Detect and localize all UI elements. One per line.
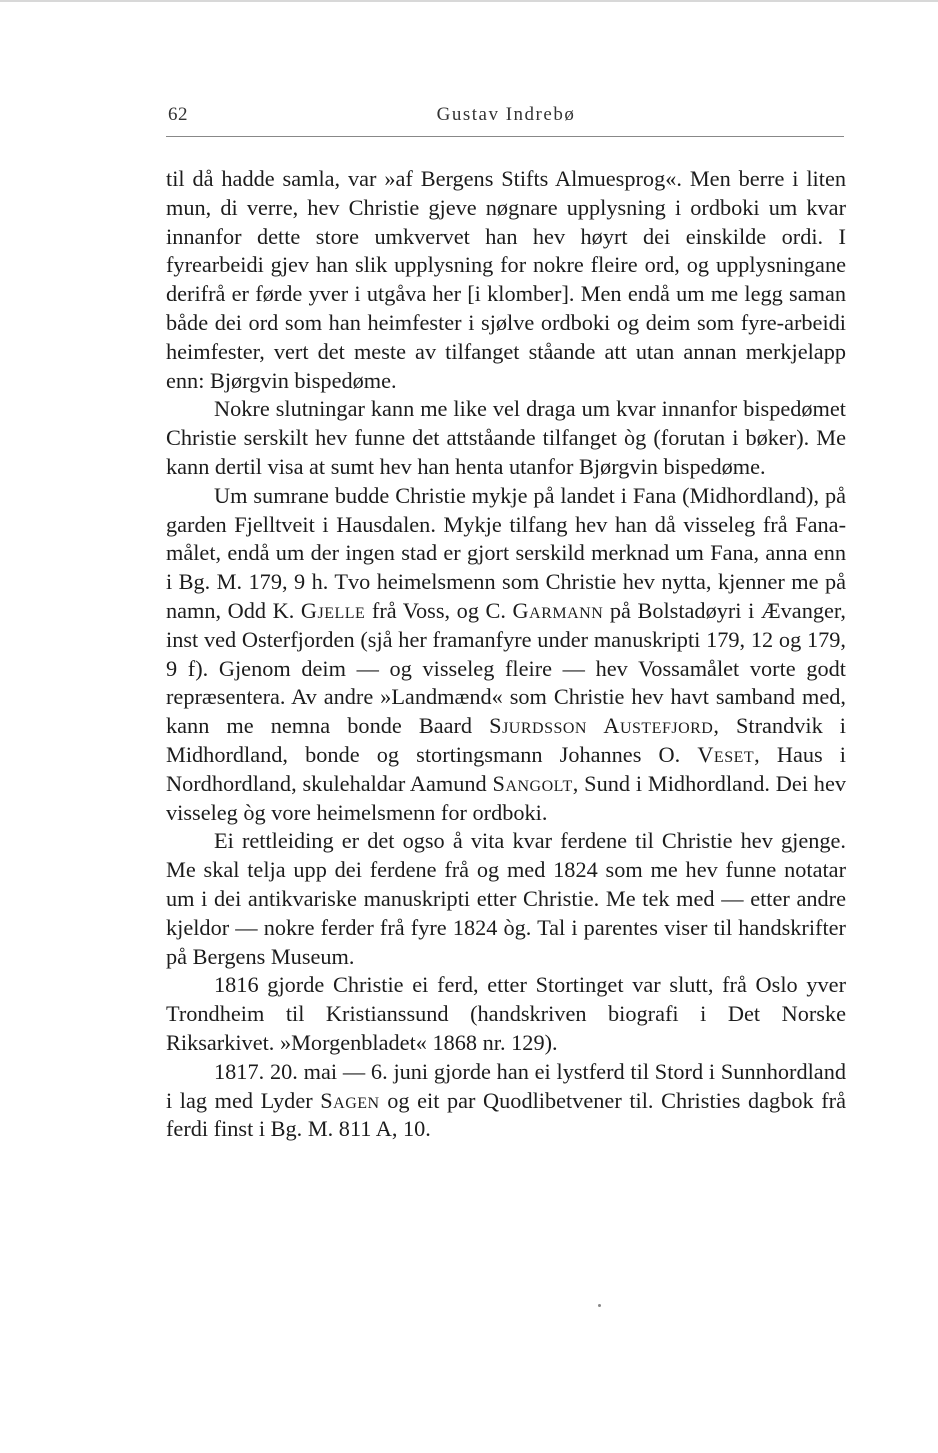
text-run: på Bolstadøyri i Ævanger, inst ved Osterfjorden (sjå her framanfyre under manuskripti 179, 12 og 179, 9 f). Gjenom deim — og visseleg fleire — hev Vossamålet vorte godt repræsentera. Av andre »Landmænd« som Christie hev havt samband med, kann me nemna bonde Baard <box>166 597 846 739</box>
text-run: frå Voss, og C. <box>365 597 513 623</box>
person-name: Gjelle <box>300 597 366 623</box>
text-run: Ei rettleiding er det ogso å vita kvar ferdene til Christie hev gjenge. Me skal telja upp dei ferdene frå og med 1824 som me hev funne notatar um i dei antikvariske manuskripti etter Christie. Me tek med — etter andre kjeldor — nokre ferder frå fyre 1824 òg. Tal i parentes viser til handskrifter på Bergens Museum. <box>166 828 846 969</box>
page-number: 62 <box>168 104 188 125</box>
text-run: 1816 gjorde Christie ei ferd, etter Stortinget var slutt, frå Oslo yver Trondheim til Kristianssund (handskriven biografi i Det Norske Riksarkivet. »Morgenbladet« 1868 nr. 129). <box>166 972 846 1055</box>
person-name: Sjurdsson Austefjord <box>489 713 714 739</box>
person-name: Sangolt <box>492 770 573 796</box>
paragraph <box>166 971 846 1057</box>
text-run: 1817. 20. mai — 6. juni gjorde han ei lystferd til Stord i Sunnhordland i lag med Lyder <box>166 1058 846 1113</box>
text-run: og eit par Quodlibetvener til. Christies dagbok frå ferdi finst i Bg. M. 811 A, 10. <box>166 1087 846 1142</box>
paragraph <box>166 827 846 971</box>
text-run: , Sund i Midhordland. Dei hev visseleg òg vore heimelsmenn for ordboki. <box>166 770 847 825</box>
running-title: Gustav Indrebø <box>436 104 576 125</box>
person-name: Veset <box>697 741 755 767</box>
text-run: Nokre slutningar kann me like vel draga um kvar innanfor bispedømet Christie serskilt hev funne det attståande tilfanget òg (forutan i bøker). Me kann dertil visa at sumt hev han henta utanfor Bjørgvin bispedøme. <box>166 396 846 479</box>
paragraph <box>166 395 846 481</box>
paragraph <box>166 165 846 395</box>
person-name: Garmann <box>512 597 604 623</box>
page-header <box>166 104 846 134</box>
scan-speck <box>598 1304 601 1307</box>
scan-edge <box>0 0 938 2</box>
body-text <box>166 165 846 1144</box>
person-name: Sagen <box>320 1087 380 1113</box>
text-run: Um sumrane budde Christie mykje på landet i Fana (Midhordland), på garden Fjelltveit i Hausdalen. Mykje tilfang hev han då visseleg frå Fana-målet, endå um der ingen stad er gjort serskild merknad um Fana, anna enn i Bg. M. 179, 9 h. Tvo heimelsmenn som Christie hev nytta, kjenner me på namn, Odd K. <box>166 482 846 623</box>
text-run: , Strandvik i Midhordland, bonde og stortingsmann Johannes O. <box>166 713 847 767</box>
paragraph <box>166 1058 846 1144</box>
text-run: til då hadde samla, var »af Bergens Stifts Almuesprog«. Men berre i liten mun, di verre, hev Christie gjeve nøgnare upplysning i ordboki um kvar innanfor dette store umkvervet han hev høyrt dei einskilde ordi. I fyrearbeidi gjev han slik upplysning for nokre fleire ord, og upplysningane derifrå er førde yver i utgåva her [i klomber]. Men endå um me legg saman både dei ord som han heimfester i sjølve ordboki og deim som fyre-arbeidi heimfester, vert det meste av tilfanget ståande att utan annan merkjelapp enn: Bjørgvin bispedøme. <box>166 166 846 393</box>
text-run: , Haus i Nordhordland, skulehaldar Aamund <box>166 741 847 796</box>
header-rule <box>166 136 844 137</box>
paragraph <box>166 482 846 828</box>
